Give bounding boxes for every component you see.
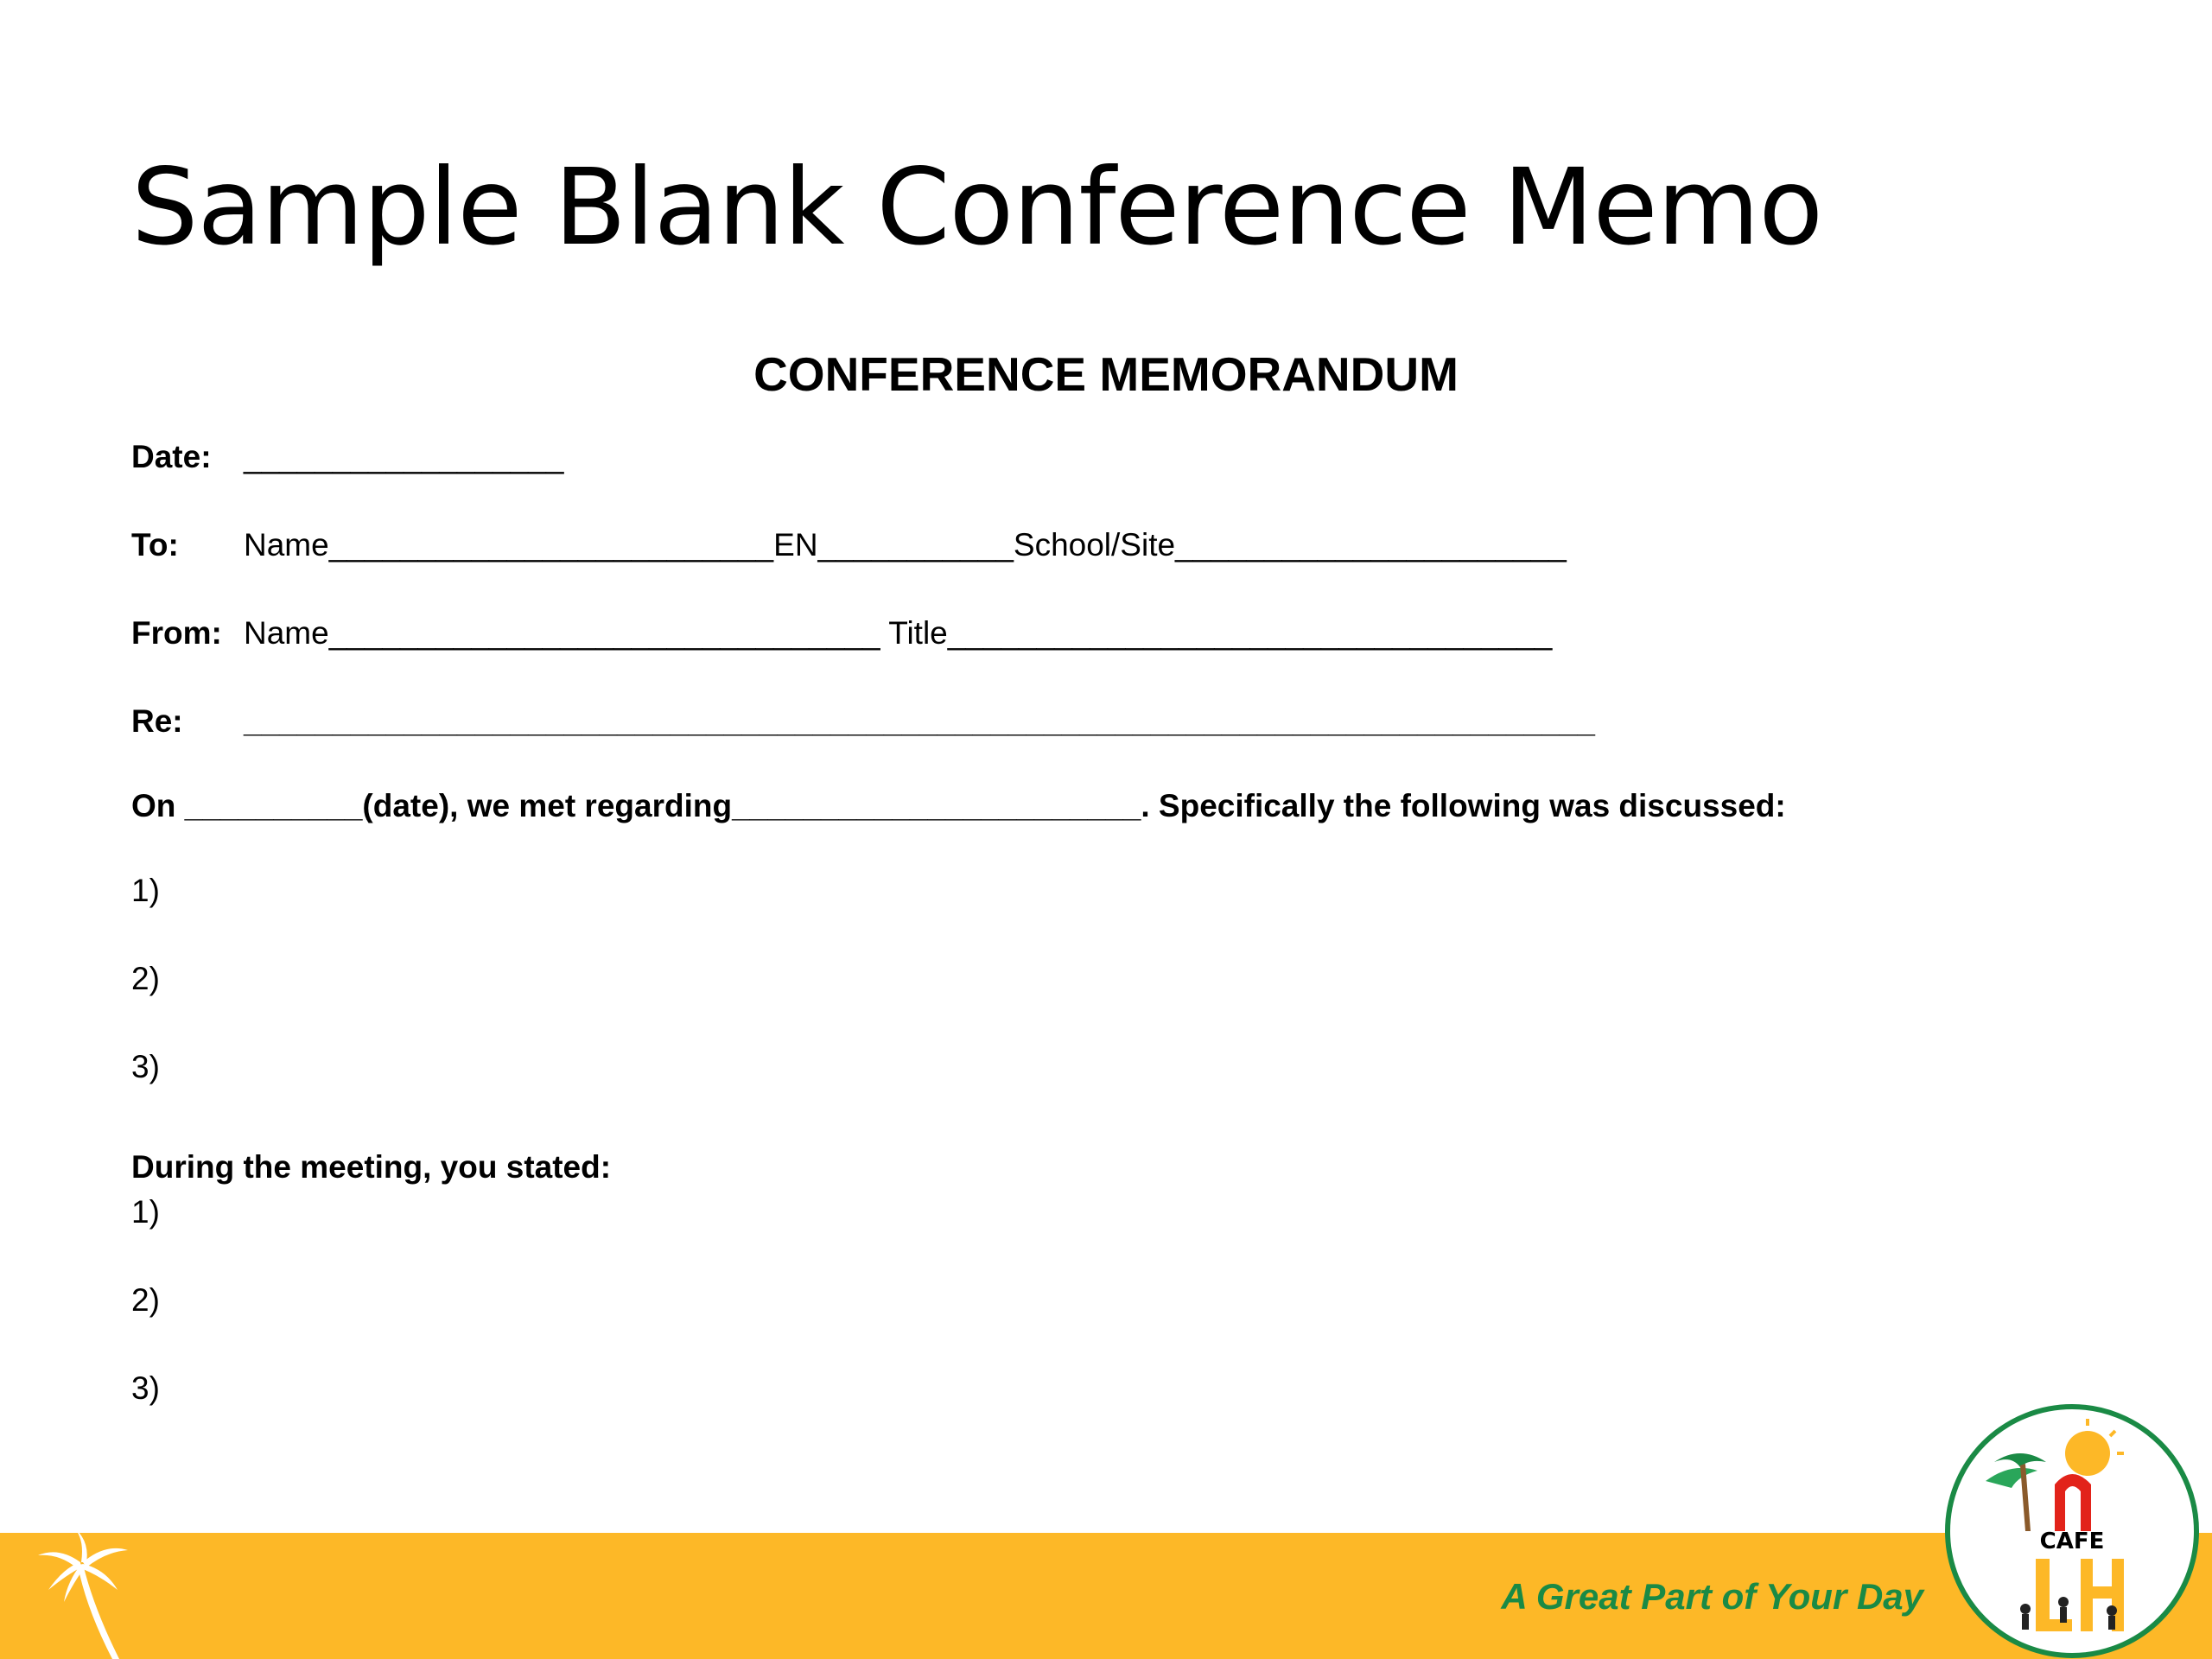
palm-tree-icon bbox=[33, 1529, 137, 1659]
to-fields: Name_________________________EN___________School/Site______________________ bbox=[244, 527, 1567, 563]
discussed-item-1: 1) bbox=[131, 873, 160, 908]
memo-heading-text: CONFERENCE MEMORANDUM bbox=[753, 347, 1459, 401]
discussed-item-2: 2) bbox=[131, 961, 160, 996]
date-blank: __________________ bbox=[244, 439, 564, 474]
re-blank: ____________________________________________________________________________ bbox=[244, 703, 1595, 739]
memo-heading bbox=[0, 344, 2212, 404]
stated-item-3: 3) bbox=[131, 1370, 160, 1406]
stated-item-2: 2) bbox=[131, 1282, 160, 1318]
stated-item-1: 1) bbox=[131, 1194, 160, 1230]
discussed-item-3: 3) bbox=[131, 1049, 160, 1084]
footer-tagline: A Great Part of Your Day bbox=[1501, 1576, 1923, 1617]
from-fields: Name_______________________________ Title__________________________________ bbox=[244, 615, 1553, 651]
slide-title: Sample Blank Conference Memo bbox=[131, 146, 1823, 269]
stated-label: During the meeting, you stated: bbox=[131, 1149, 612, 1185]
to-label: To: bbox=[131, 527, 179, 563]
cafe-logo bbox=[1942, 1402, 2202, 1659]
re-label: Re: bbox=[131, 703, 183, 739]
from-label: From: bbox=[131, 615, 222, 651]
logo-text: CAFE bbox=[2039, 1529, 2105, 1554]
meeting-sentence: On __________(date), we met regarding_______________________. Specifically the following was discussed: bbox=[131, 788, 1786, 823]
date-label: Date: bbox=[131, 439, 212, 474]
